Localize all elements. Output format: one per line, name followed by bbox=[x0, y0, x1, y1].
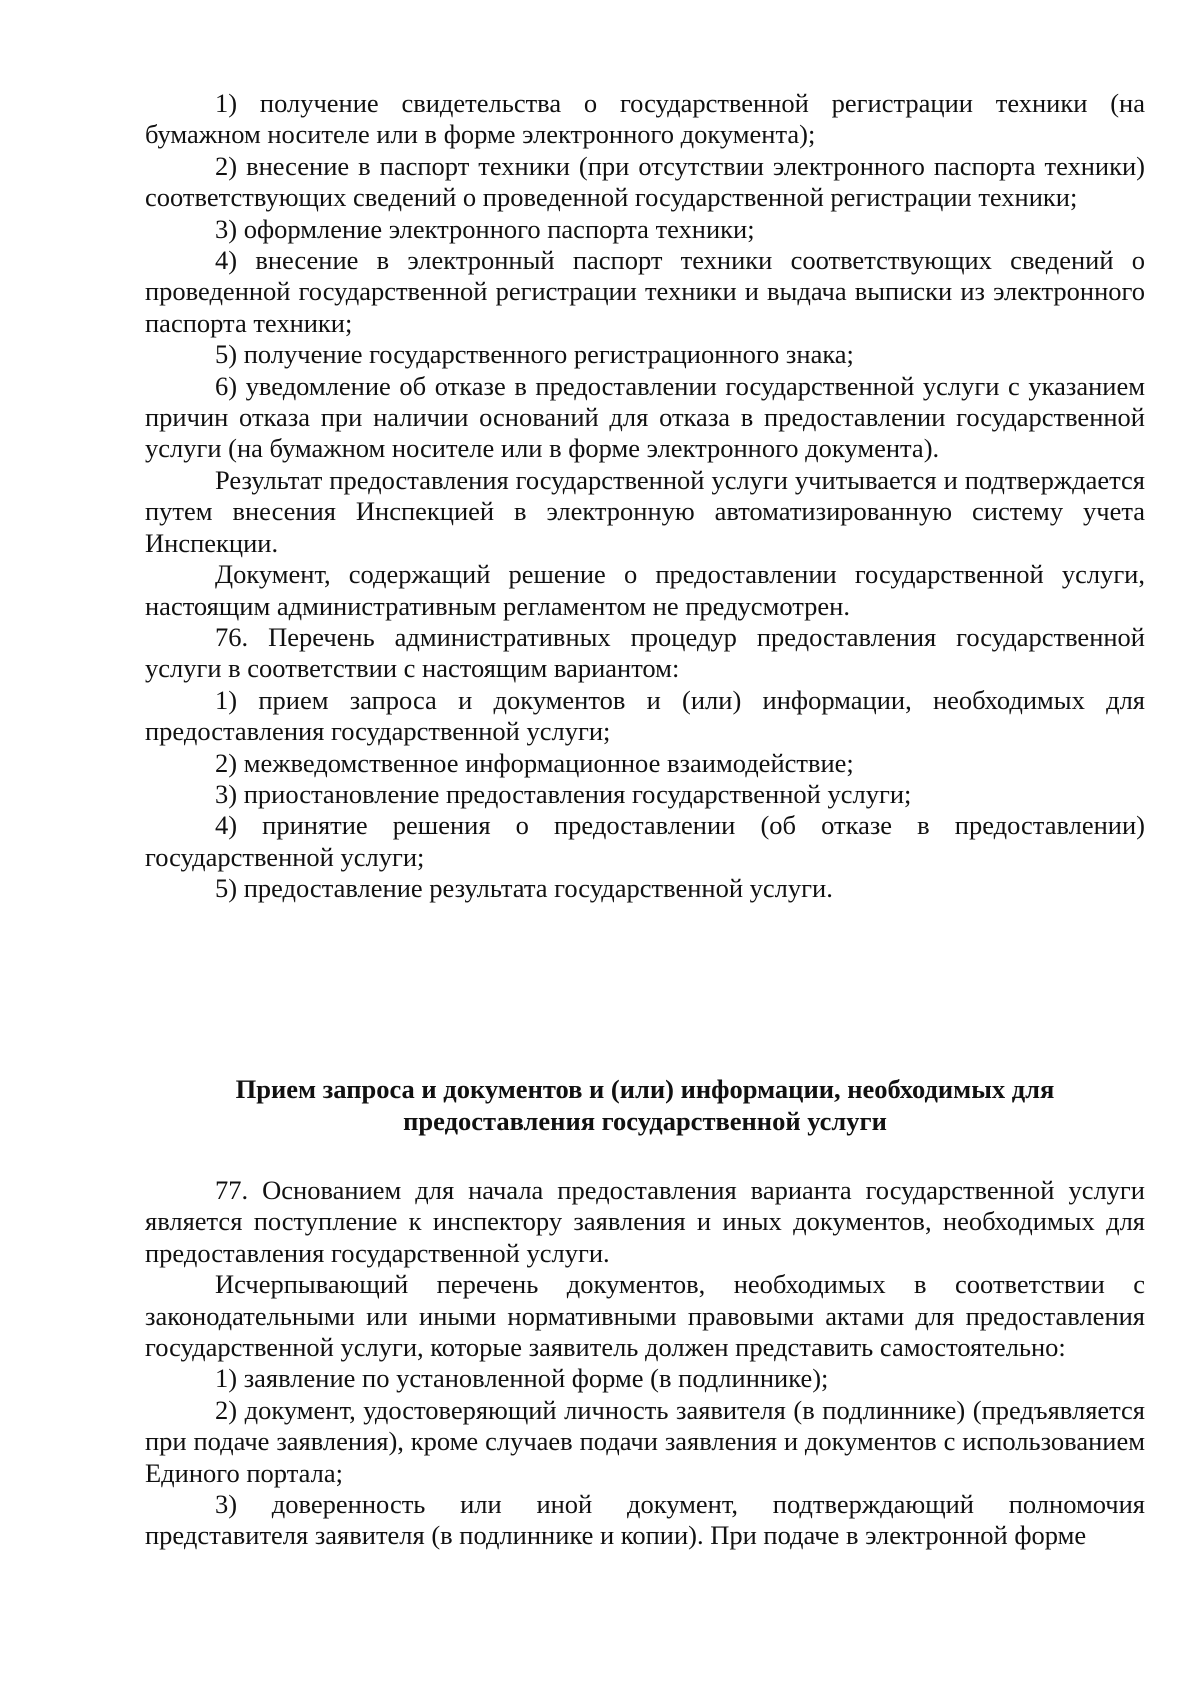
paragraph: 77. Основанием для начала предоставления варианта государственной услуги является поступление к инспектору заявления и иных документов, необходимых для предоставления государственной услуги. bbox=[145, 1175, 1145, 1268]
paragraph: 1) прием запроса и документов и (или) информации, необходимых для предоставления государственной услуги; bbox=[145, 684, 1145, 747]
paragraph: 5) получение государственного регистрационного знака; bbox=[215, 339, 854, 370]
paragraph: 2) межведомственное информационное взаимодействие; bbox=[215, 747, 854, 778]
paragraph: Документ, содержащий решение о предоставлении государственной услуги, настоящим административным регламентом не предусмотрен. bbox=[145, 559, 1145, 621]
paragraph: 4) внесение в электронный паспорт техники соответствующих сведений о проведенной государственной регистрации техники и выдача выписки из электронного паспорта техники; bbox=[145, 245, 1145, 338]
paragraph: Результат предоставления государственной услуги учитывается и подтверждается путем внесения Инспекцией в электронную автоматизированную систему учета Инспекции. bbox=[145, 464, 1145, 558]
paragraph: Исчерпывающий перечень документов, необходимых в соответствии с законодательными или иными нормативными правовыми актами для предоставления государственной услуги, которые заявитель должен представить самостоятельно: bbox=[145, 1269, 1145, 1363]
paragraph: 5) предоставление результата государственной услуги. bbox=[215, 873, 833, 904]
paragraph: 3) оформление электронного паспорта техники; bbox=[215, 213, 755, 244]
paragraph: 1) получение свидетельства о государственной регистрации техники (на бумажном носителе или в форме электронного документа); bbox=[145, 88, 1145, 150]
section-heading: Прием запроса и документов и (или) информации, необходимых для предоставления государственной услуги bbox=[235, 1074, 1055, 1136]
text-block-bottom bbox=[145, 1175, 1145, 1552]
paragraph: 6) уведомление об отказе в предоставлении государственной услуги с указанием причин отказа при наличии оснований для отказа в предоставлении государственной услуги (на бумажном носителе или в форме электронного документа). bbox=[145, 370, 1145, 464]
paragraph: 2) документ, удостоверяющий личность заявителя (в подлиннике) (предъявляется при подаче заявления), кроме случаев подачи заявления и документов с использованием Единого портала; bbox=[145, 1394, 1145, 1488]
paragraph: 3) приостановление предоставления государственной услуги; bbox=[215, 778, 912, 809]
paragraph: 76. Перечень административных процедур предоставления государственной услуги в соответствии с настоящим вариантом: bbox=[145, 621, 1145, 684]
paragraph: 1) заявление по установленной форме (в подлиннике); bbox=[215, 1363, 829, 1394]
paragraph: 2) внесение в паспорт техники (при отсутствии электронного паспорта техники) соответствующих сведений о проведенной государственной регистрации техники; bbox=[145, 150, 1145, 213]
text-block-top bbox=[145, 88, 1145, 905]
paragraph: 3) доверенность или иной документ, подтверждающий полномочия представителя заявителя (в подлиннике и копии). При подаче в электронной форме bbox=[145, 1489, 1145, 1551]
paragraph: 4) принятие решения о предоставлении (об отказе в предоставлении) государственной услуги; bbox=[145, 810, 1145, 872]
